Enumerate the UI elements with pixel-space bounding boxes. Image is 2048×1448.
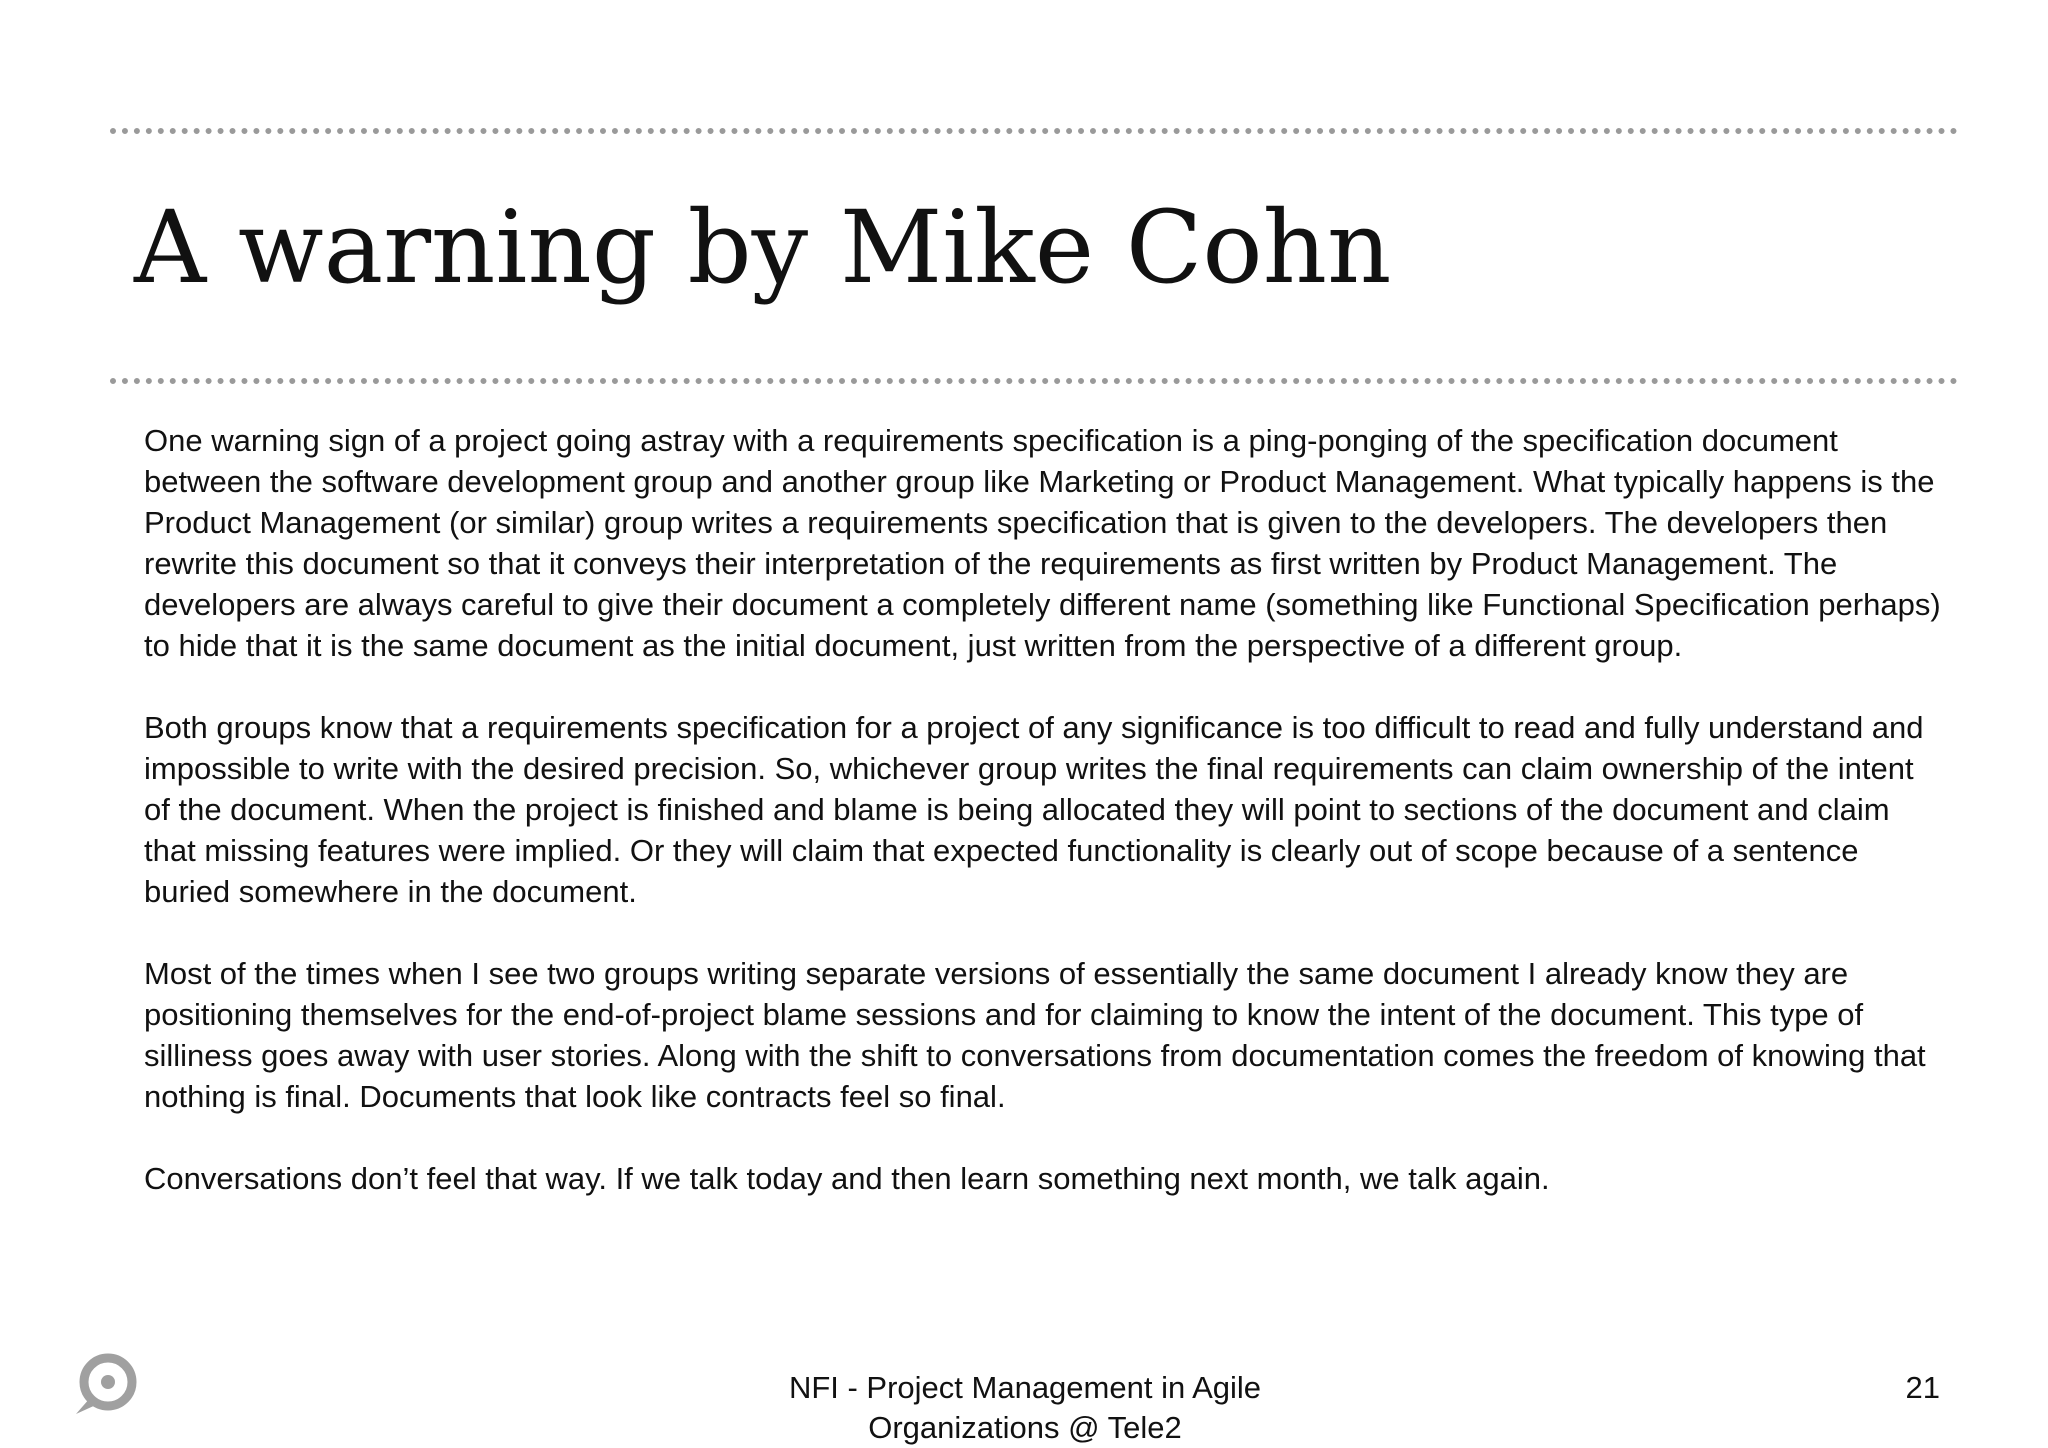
- body-paragraph-2: Both groups know that a requirements specification for a project of any significance is too difficult to read and fully understand and impossible to write with the desired precision. So, whichever group writes the final requirements can claim ownership of the intent of the document. When the project is finished and blame is being allocated they will point to sections of the document and claim that missing features were implied. Or they will claim that expected functionality is clearly out of scope because of a sentence buried somewhere in the document.: [144, 710, 1924, 909]
- title-dotted-rule: [110, 378, 1958, 384]
- top-dotted-rule: [110, 128, 1958, 134]
- page-number: 21: [1905, 1370, 1940, 1405]
- body-paragraph-1: One warning sign of a project going astray with a requirements specification is a ping-ponging of the specification document between the software development group and another group like Marketing or Product Management. What typically happens is the Product Management (or similar) group writes a requirements specification that is given to the developers. The developers then rewrite this document so that it conveys their interpretation of the requirements as first written by Product Management. The developers are always careful to give their document a completely different name (something like Functional Specification perhaps) to hide that it is the same document as the initial document, just written from the perspective of a different group.: [144, 423, 1941, 663]
- slide-body: [144, 420, 1944, 1240]
- footer-caption: [700, 1368, 1350, 1448]
- body-paragraph-3: Most of the times when I see two groups writing separate versions of essentially the same document I already know they are positioning themselves for the end-of-project blame sessions and for claiming to know the intent of the document. This type of silliness goes away with user stories. Along with the shift to conversations from documentation comes the freedom of knowing that nothing is final. Documents that look like contracts feel so final.: [144, 956, 1926, 1114]
- slide-title: A warning by Mike Cohn: [134, 189, 1392, 306]
- speech-bubble-logo-icon: [70, 1350, 140, 1420]
- body-paragraph-4: Conversations don’t feel that way. If we talk today and then learn something next month, we talk again.: [144, 1161, 1550, 1196]
- footer-line-1: NFI - Project Management in Agile: [788, 1370, 1262, 1405]
- footer-line-2: Organizations @ Tele2: [868, 1410, 1182, 1445]
